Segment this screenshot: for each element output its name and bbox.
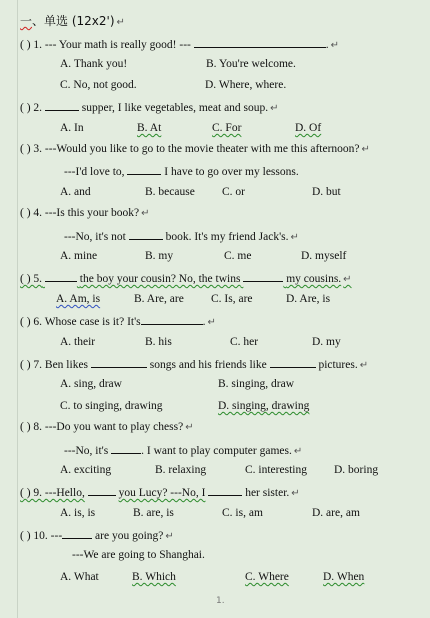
option-10d: D. When: [323, 571, 365, 583]
option-7c: C. to singing, drawing: [60, 400, 163, 412]
option-7d: D. singing, drawing: [218, 400, 310, 412]
option-6d: D. my: [312, 336, 341, 348]
option-5d: D. Are, is: [286, 293, 331, 305]
option-9c: C. is, am: [222, 507, 263, 519]
option-10a: A. What: [60, 571, 99, 583]
option-2b: B. At: [137, 122, 162, 134]
question-4: ( ) 4. ---Is this your book? ↵: [20, 207, 150, 219]
section-heading: 一、单选 (12x2') ↵: [20, 14, 125, 28]
option-3c: C. or: [222, 186, 245, 198]
option-1a: A. Thank you!: [60, 58, 128, 70]
question-5: ( ) 5. the boy your cousin? No, the twins my cousins. ↵: [20, 270, 352, 287]
option-1b: B. You're welcome.: [206, 58, 296, 70]
option-5b: B. Are, are: [134, 293, 184, 305]
option-6b: B. his: [145, 336, 172, 348]
question-10: ( ) 10. --- are you going? ↵: [20, 527, 174, 544]
question-10-line2: ---We are going to Shanghai.: [72, 549, 205, 561]
question-3: ( ) 3. ---Would you like to go to the movie theater with me this afternoon? ↵: [20, 143, 370, 155]
question-2: ( ) 2. supper, I like vegetables, meat and soup. ↵: [20, 99, 279, 116]
section-number: 一: [20, 14, 33, 28]
answer-blank: [194, 36, 326, 48]
question-3-line2: ---I'd love to, I have to go over my lessons.: [64, 163, 299, 179]
option-9d: D. are, am: [312, 507, 360, 519]
question-8-line2: ---No, it's . I want to play computer games. ↵: [64, 442, 302, 459]
option-4d: D. myself: [301, 250, 347, 262]
answer-blank: [45, 99, 79, 111]
option-2d: D. Of: [295, 122, 322, 134]
option-7b: B. singing, draw: [218, 378, 295, 390]
option-3b: B. because: [145, 186, 195, 198]
option-5a: A. Am, is: [56, 293, 101, 305]
option-8d: D. boring: [334, 464, 379, 476]
question-6: ( ) 6. Whose case is it? It's . ↵: [20, 313, 216, 330]
page-number: 1.: [216, 596, 225, 606]
question-7: ( ) 7. Ben likes songs and his friends like pictures. ↵: [20, 356, 368, 373]
section-title: 、单选 (12x2'): [32, 14, 115, 28]
option-9b: B. are, is: [133, 507, 174, 519]
option-10b: B. Which: [132, 571, 176, 583]
option-6a: A. their: [60, 336, 96, 348]
option-10c: C. Where: [245, 571, 289, 583]
option-7a: A. sing, draw: [60, 378, 122, 390]
option-4b: B. my: [145, 250, 174, 262]
option-3d: D. but: [312, 186, 341, 198]
option-8a: A. exciting: [60, 464, 112, 476]
option-2a: A. In: [60, 122, 84, 134]
question-1: ( ) 1. --- Your math is really good! --- . ↵: [20, 36, 339, 53]
option-4a: A. mine: [60, 250, 98, 262]
option-1d: D. Where, where.: [205, 79, 287, 91]
option-1c: C. No, not good.: [60, 79, 137, 91]
question-8: ( ) 8. ---Do you want to play chess? ↵: [20, 421, 194, 433]
option-5c: C. Is, are: [211, 293, 253, 305]
option-3a: A. and: [60, 186, 91, 198]
option-8b: B. relaxing: [155, 464, 207, 476]
margin-guide: [17, 0, 18, 618]
option-4c: C. me: [224, 250, 252, 262]
option-9a: A. is, is: [60, 507, 96, 519]
option-8c: C. interesting: [245, 464, 307, 476]
option-6c: C. her: [230, 336, 259, 348]
question-4-line2: ---No, it's not book. It's my friend Jack's. ↵: [64, 228, 299, 245]
option-2c: C. For: [212, 122, 242, 134]
question-9: ( ) 9. ---Hello, you Lucy? ---No, I her sister. ↵: [20, 484, 300, 501]
